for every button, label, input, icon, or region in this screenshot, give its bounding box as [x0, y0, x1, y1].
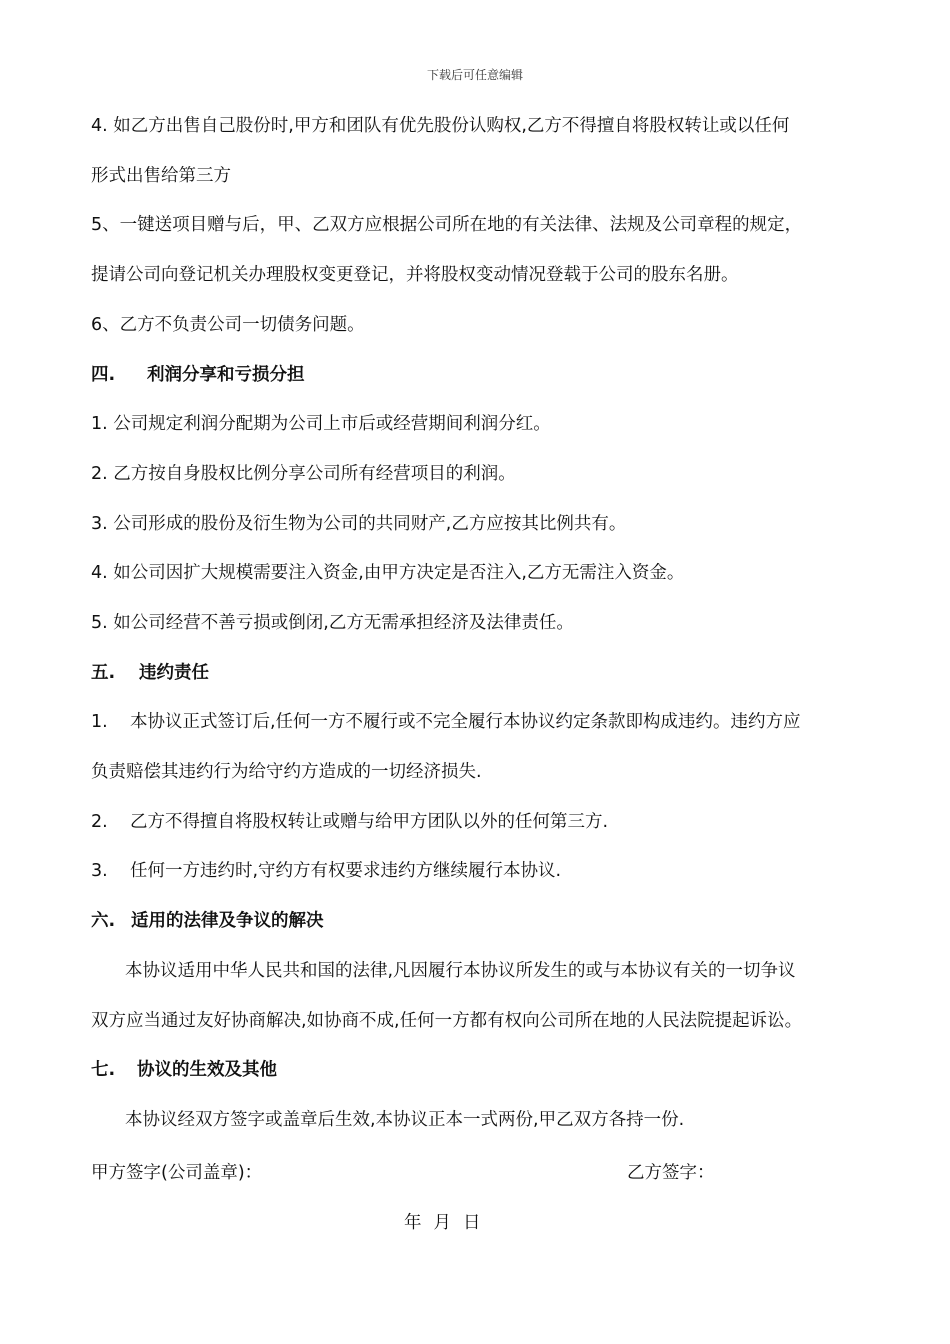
- date-day: 日: [463, 1213, 481, 1233]
- list-item: 2. 乙方不得擅自将股权转让或赠与给甲方团队以外的任何第三方.: [91, 812, 609, 832]
- paragraph-line: 4. 如乙方出售自己股份时,甲方和团队有优先股份认购权,乙方不得擅自将股权转让或以任何: [91, 116, 790, 136]
- section-heading: [91, 363, 871, 387]
- section-heading: [91, 909, 871, 933]
- paragraph-line: 5、一键送项目赠与后，甲、乙双方应根据公司所在地的有关法律、法规及公司章程的规定，: [91, 215, 803, 235]
- section-number: 五.: [91, 663, 116, 683]
- section-title: 适用的法律及争议的解决: [131, 911, 324, 931]
- section-number: 六.: [91, 911, 116, 931]
- date-month: 月: [433, 1213, 451, 1233]
- list-item: 3. 公司形成的股份及衍生物为公司的共同财产,乙方应按其比例共有。: [91, 514, 627, 534]
- date-year: 年: [404, 1213, 422, 1233]
- page-header: 下载后可任意编辑: [426, 68, 523, 82]
- list-item: 5. 如公司经营不善亏损或倒闭,乙方无需承担经济及法律责任。: [91, 613, 574, 633]
- section-title: 违约责任: [139, 663, 209, 683]
- section-title: 利润分享和亏损分担: [147, 365, 305, 385]
- party-b-signature-label: 乙方签字：: [627, 1163, 715, 1183]
- section-heading: [91, 661, 871, 685]
- list-item: 3. 任何一方违约时,守约方有权要求违约方继续履行本协议.: [91, 861, 562, 881]
- section-number: 四.: [91, 365, 116, 385]
- section-number: 七.: [91, 1060, 116, 1080]
- section-heading: [91, 1058, 871, 1082]
- list-item: 1. 本协议正式签订后,任何一方不履行或不完全履行本协议约定条款即构成违约。违约方应: [91, 712, 801, 732]
- paragraph-line: 6、乙方不负责公司一切债务问题。: [91, 315, 365, 335]
- paragraph-line: 形式出售给第三方: [91, 166, 231, 186]
- section-title: 协议的生效及其他: [137, 1060, 277, 1080]
- paragraph-line: 本协议适用中华人民共和国的法律,凡因履行本协议所发生的或与本协议有关的一切争议: [125, 961, 796, 981]
- list-item: 4. 如公司因扩大规模需要注入资金,由甲方决定是否注入,乙方无需注入资金。: [91, 563, 685, 583]
- list-item: 1. 公司规定利润分配期为公司上市后或经营期间利润分红。: [91, 414, 551, 434]
- list-item: 负责赔偿其违约行为给守约方造成的一切经济损失.: [91, 762, 482, 782]
- paragraph-line: 本协议经双方签字或盖章后生效,本协议正本一式两份,甲乙双方各持一份.: [125, 1110, 685, 1130]
- paragraph-line: 双方应当通过友好协商解决,如协商不成,任何一方都有权向公司所在地的人民法院提起诉讼。: [91, 1011, 803, 1031]
- paragraph-line: 提请公司向登记机关办理股权变更登记，并将股权变动情况登载于公司的股东名册。: [91, 265, 739, 285]
- list-item: 2. 乙方按自身股权比例分享公司所有经营项目的利润。: [91, 464, 516, 484]
- party-a-signature-label: 甲方签字(公司盖章)：: [91, 1163, 263, 1183]
- signature-date: [404, 1209, 493, 1234]
